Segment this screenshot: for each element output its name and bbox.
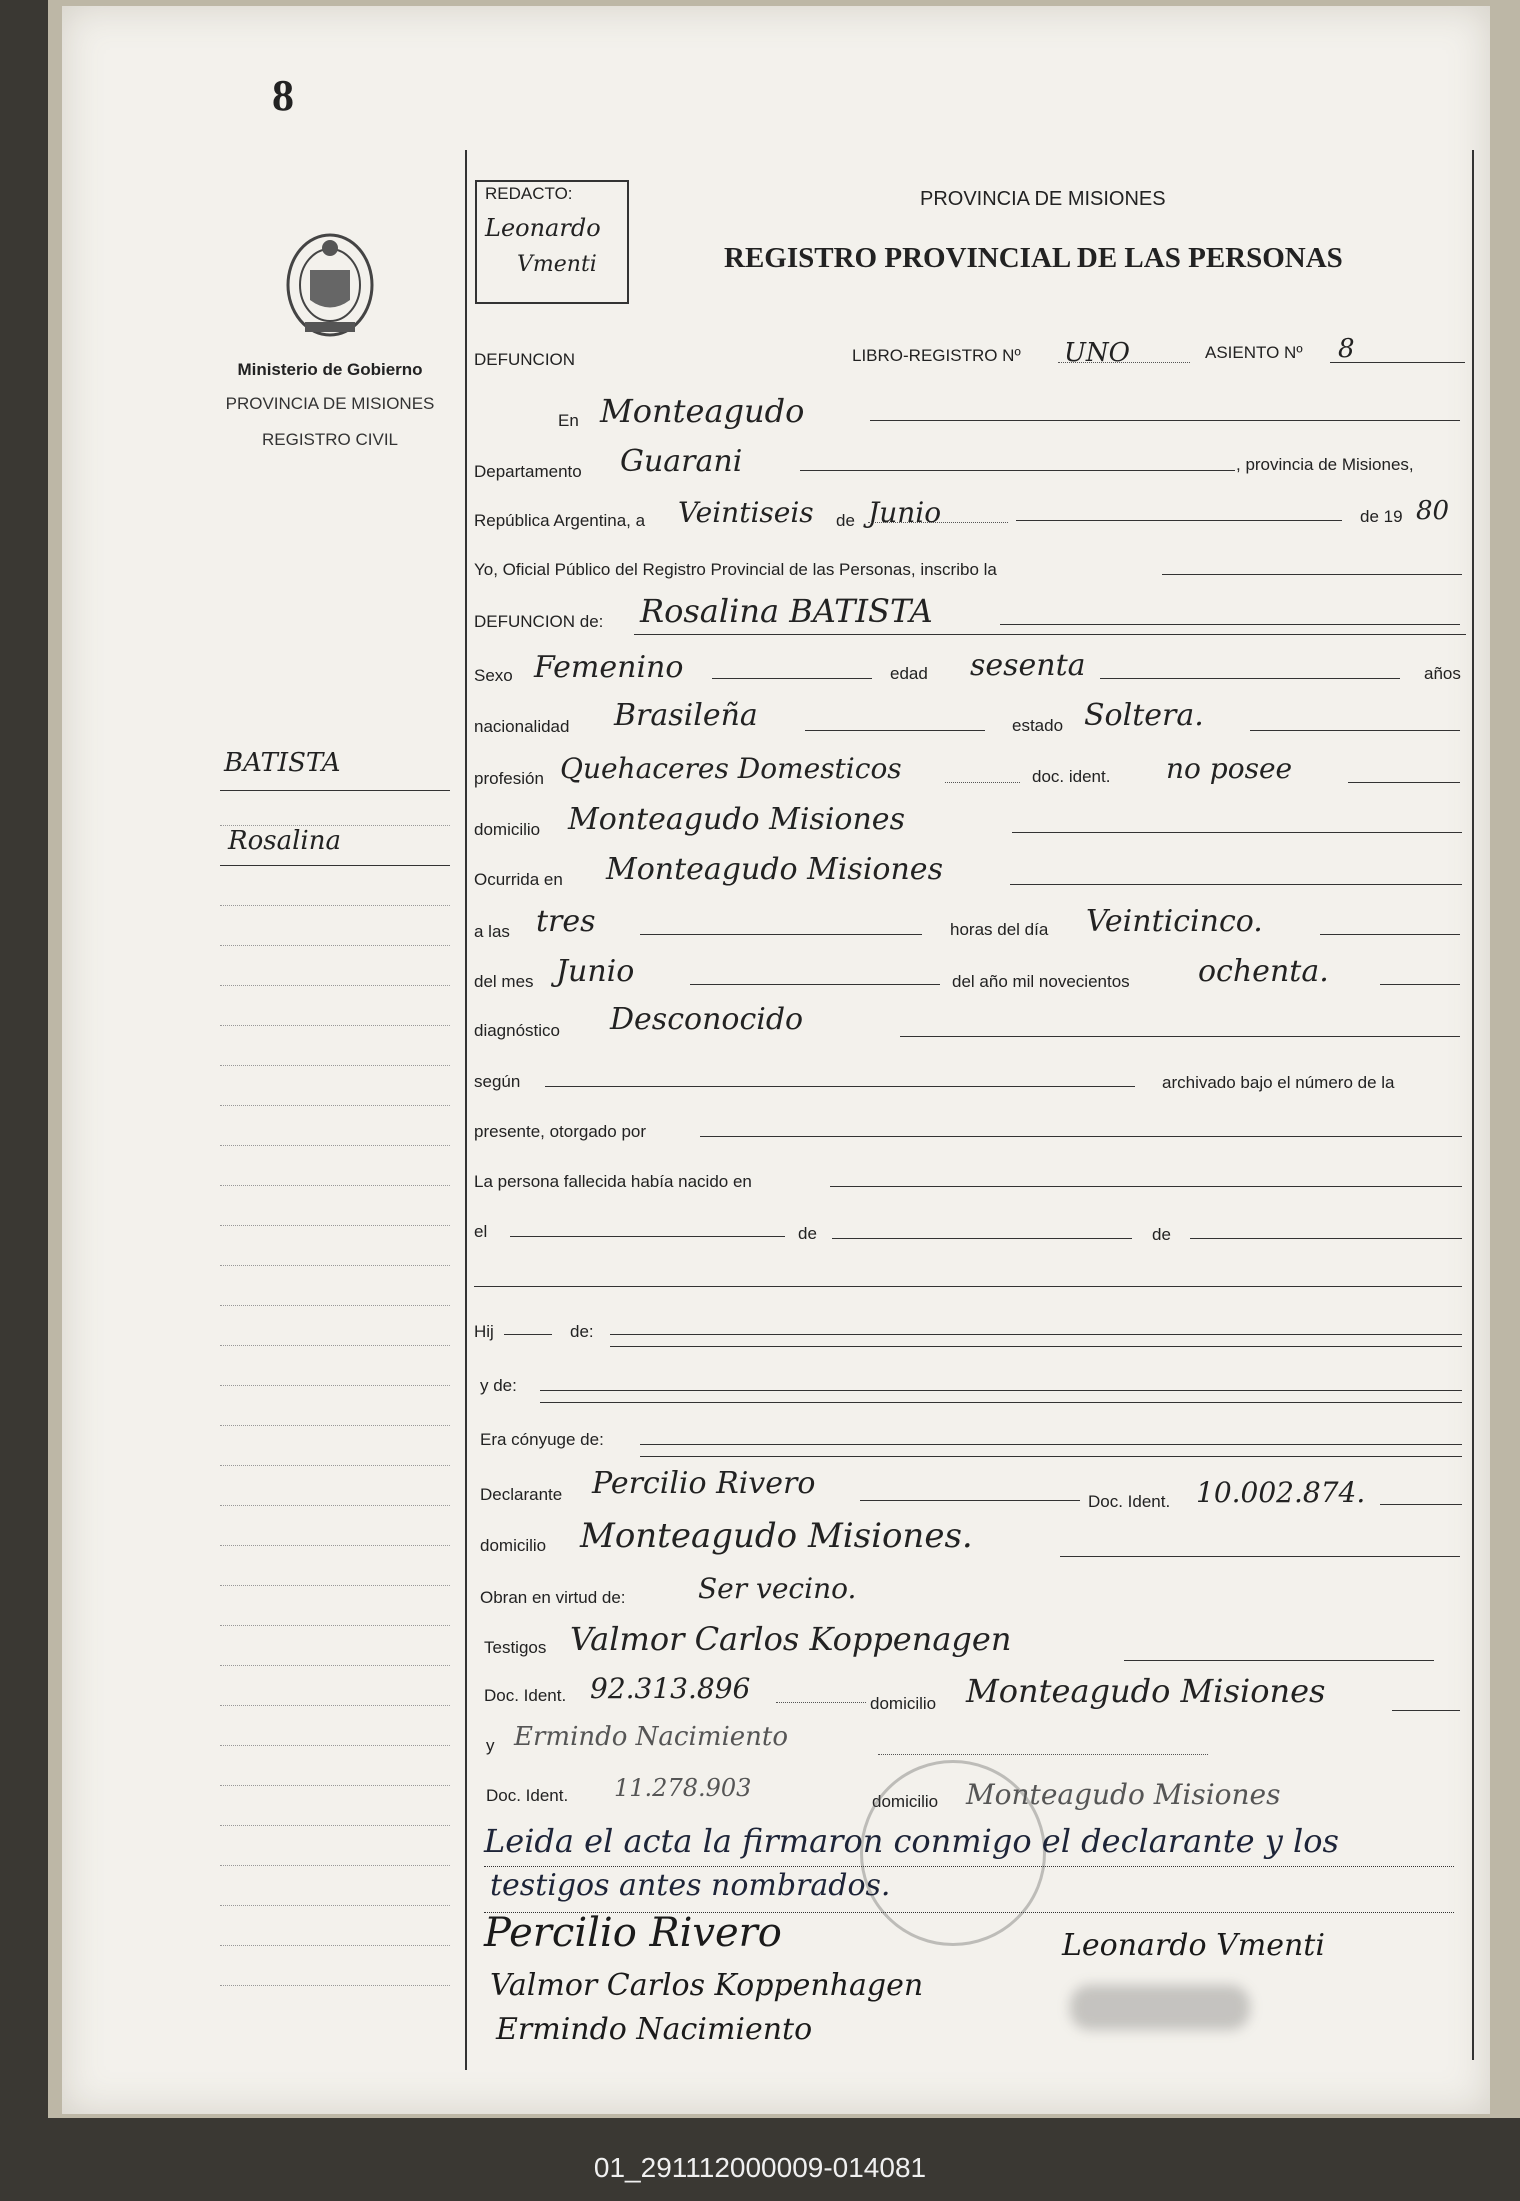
- asiento-value: 8: [1338, 334, 1355, 364]
- t1-doc-label: Doc. Ident.: [484, 1686, 567, 1705]
- sexo-label: Sexo: [474, 666, 513, 685]
- margin-surname: BATISTA: [224, 748, 341, 778]
- t2-value: Ermindo Nacimiento: [514, 1722, 789, 1752]
- form-registry-title: REGISTRO PROVINCIAL DE LAS PERSONAS: [724, 242, 1343, 274]
- en-value: Monteagudo: [600, 392, 805, 430]
- horas-value: Veinticinco.: [1086, 904, 1263, 939]
- delanio-label: del año mil novecientos: [952, 972, 1130, 991]
- dia-value: Veintiseis: [678, 496, 814, 529]
- diagnostico-label: diagnóstico: [474, 1021, 561, 1040]
- t1-doc-value: 92.313.896: [590, 1672, 751, 1705]
- t2-doc-label: Doc. Ident.: [486, 1786, 569, 1805]
- closing-line-1: Leida el acta la firmaron conmigo el declarante y los: [484, 1822, 1339, 1860]
- archivado-label: archivado bajo el número de la: [1162, 1073, 1395, 1092]
- oficial-text: Yo, Oficial Público del Registro Provincial de las Personas, inscribo la: [474, 560, 997, 579]
- diagnostico-value: Desconocido: [610, 1002, 804, 1037]
- domicilio-value: Monteagudo Misiones: [568, 802, 905, 837]
- nacionalidad-label: nacionalidad: [474, 717, 570, 736]
- obran-label: Obran en virtud de:: [480, 1588, 626, 1607]
- el-label: el: [474, 1222, 488, 1241]
- alas-label: a las: [474, 922, 510, 941]
- nacionalidad-value: Brasileña: [614, 698, 758, 733]
- left-registry-label: REGISTRO CIVIL: [261, 430, 399, 449]
- signature-testigo-2: Ermindo Nacimiento: [496, 2012, 813, 2047]
- de-label: de: [836, 511, 855, 530]
- conyuge-label: Era cónyuge de:: [480, 1430, 604, 1449]
- ministry-label: Ministerio de Gobierno: [237, 360, 423, 379]
- delmes-value: Junio: [556, 954, 635, 989]
- redacto-box: [475, 180, 629, 304]
- closing-line-2: testigos antes nombrados.: [490, 1868, 891, 1903]
- domicilio-label: domicilio: [474, 820, 541, 839]
- testigos-label: Testigos: [484, 1638, 547, 1657]
- ocurrida-label: Ocurrida en: [474, 870, 563, 889]
- republica-label: República Argentina, a: [474, 511, 646, 530]
- anio-value: 80: [1416, 496, 1450, 526]
- anios-label: años: [1424, 664, 1461, 683]
- estado-value: Soltera.: [1084, 698, 1204, 733]
- signature-oficial: Leonardo Vmenti: [1062, 1928, 1325, 1963]
- mes-value: Junio: [868, 496, 942, 529]
- record-type-label: DEFUNCION: [474, 350, 576, 369]
- coat-of-arms-icon: [280, 230, 380, 340]
- asiento-label: ASIENTO Nº: [1205, 343, 1303, 362]
- t2-doc-value: 11.278.903: [614, 1774, 752, 1802]
- form-right-border: [1472, 150, 1474, 2060]
- provincia-suffix: , provincia de Misiones,: [1236, 455, 1414, 474]
- libro-value: UNO: [1064, 338, 1130, 368]
- form-left-border: [465, 150, 467, 2070]
- t1-dom-value: Monteagudo Misiones: [966, 1672, 1326, 1710]
- estado-label: estado: [1012, 716, 1064, 735]
- t2-dom-value: Monteagudo Misiones: [966, 1778, 1281, 1811]
- t2-dom-label: domicilio: [872, 1792, 939, 1811]
- defuncion-de-label: DEFUNCION de:: [474, 612, 604, 631]
- margin-given-name: Rosalina: [228, 826, 341, 856]
- profesion-label: profesión: [474, 769, 544, 788]
- hij-de-label: de:: [570, 1322, 594, 1341]
- signature-declarante: Percilio Rivero: [484, 1910, 782, 1956]
- de2-label: de: [1152, 1225, 1171, 1244]
- docident-value: 10.002.874.: [1196, 1476, 1366, 1509]
- alas-value: tres: [536, 904, 596, 939]
- t1-dom-label: domicilio: [870, 1694, 937, 1713]
- profesion-value: Quehaceres Domesticos: [560, 752, 902, 785]
- doc-ident-value: no posee: [1166, 752, 1293, 785]
- delanio-value: ochenta.: [1198, 954, 1329, 989]
- horas-label: horas del día: [950, 920, 1049, 939]
- redacto-label: REDACTO:: [485, 184, 573, 203]
- departamento-label: Departamento: [474, 462, 582, 481]
- yde-label: y de:: [480, 1376, 517, 1395]
- domicilio2-value: Monteagudo Misiones.: [580, 1516, 973, 1556]
- en-label: En: [558, 411, 579, 430]
- nacido-label: La persona fallecida había nacido en: [474, 1172, 752, 1191]
- declarante-value: Percilio Rivero: [592, 1466, 816, 1501]
- libro-label: LIBRO-REGISTRO Nº: [852, 346, 1021, 365]
- anio-prefix: de 19: [1360, 507, 1403, 526]
- image-id-footer: 01_291112000009-014081: [593, 2152, 927, 2183]
- declarante-label: Declarante: [480, 1485, 563, 1504]
- obran-value: Ser vecino.: [698, 1572, 857, 1605]
- redacto-signature-1: Leonardo: [485, 214, 601, 242]
- doc-ident-label: doc. ident.: [1032, 767, 1111, 786]
- y-label: y: [486, 1736, 495, 1755]
- page-number: 8: [272, 71, 294, 120]
- ink-smudge: [1070, 1985, 1250, 2030]
- sexo-value: Femenino: [534, 650, 684, 685]
- left-province-label: PROVINCIA DE MISIONES: [225, 394, 435, 413]
- ocurrida-value: Monteagudo Misiones: [606, 852, 943, 887]
- signature-testigo-1: Valmor Carlos Koppenhagen: [490, 1968, 924, 2003]
- redacto-signature-2: Vmenti: [517, 252, 597, 277]
- edad-value: sesenta: [970, 648, 1086, 683]
- segun-label: según: [474, 1072, 521, 1091]
- testigos-value: Valmor Carlos Koppenagen: [570, 1620, 1012, 1658]
- presente-label: presente, otorgado por: [474, 1122, 647, 1141]
- de1-label: de: [798, 1224, 817, 1243]
- hij-label: Hij: [474, 1322, 494, 1341]
- defuncion-de-value: Rosalina BATISTA: [640, 592, 933, 630]
- domicilio2-label: domicilio: [480, 1536, 547, 1555]
- form-province-title: PROVINCIA DE MISIONES: [920, 188, 1166, 210]
- delmes-label: del mes: [474, 972, 534, 991]
- docident-label: Doc. Ident.: [1088, 1492, 1171, 1511]
- edad-label: edad: [890, 664, 928, 683]
- departamento-value: Guarani: [620, 444, 743, 479]
